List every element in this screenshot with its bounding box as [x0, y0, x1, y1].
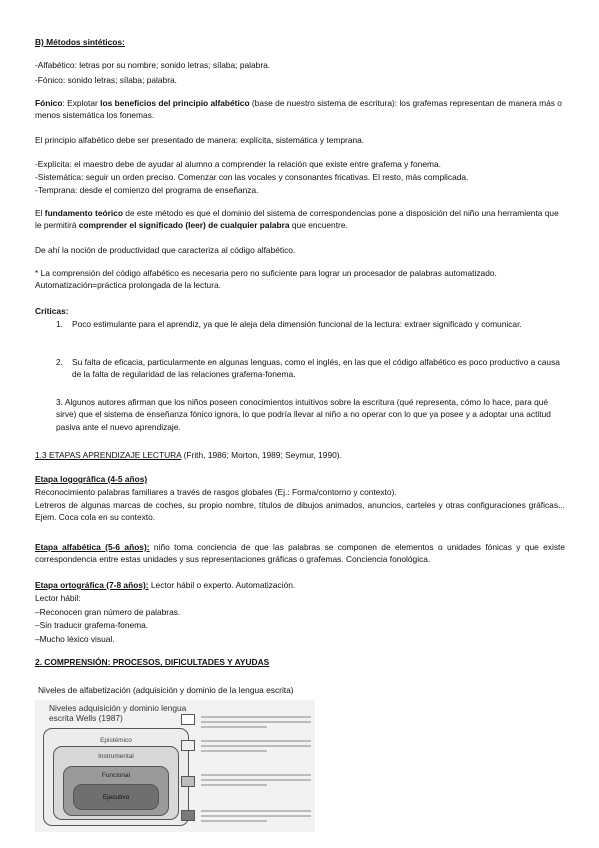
legend-swatch-4: [181, 810, 195, 821]
legend-text-line: [201, 750, 267, 752]
alfabetico-line: -Alfabético: letras por su nombre; sonido letras; sílaba; palabra.: [35, 60, 271, 70]
etapas-heading: 1.3 ETAPAS APRENDIZAJE LECTURA: [35, 450, 182, 460]
legend-swatch-1: [181, 714, 195, 725]
temprana-line: -Temprana: desde el comienzo del programa de enseñanza.: [35, 185, 259, 195]
legend-swatch-3: [181, 776, 195, 787]
fundamento-text-a: El: [35, 208, 45, 218]
legend-text-line: [201, 810, 311, 812]
ortografica-heading: Etapa ortográfica (7-8 años):: [35, 580, 149, 590]
alfabetica-text: niño toma conciencia de que las palabras se componen de elementos o unidades fónicas y que existe correspondencia entre estas unidades y sus representaciones gráficas o grafemas. Conciencia fonológica.: [35, 542, 566, 565]
level-label-epistemico: Epistémico: [100, 737, 132, 744]
sistematica-line: -Sistemática: seguir un orden preciso. Comenzar con las vocales y consonantes fricativas. El resto, más complicada.: [35, 172, 469, 182]
fundamento-paragraph: [35, 207, 565, 232]
critica-2-text: Su falta de eficacia, particularmente en algunas lenguas, como el inglés, en las que el código alfabético es poco productivo a causa de la falta de regularidad de las relaciones grafema-fonema.: [72, 357, 560, 380]
legend-text-line: [201, 740, 311, 742]
logografica-line-1: Reconocimiento palabras familiares a través de rasgos globales (Ej.: Forma/contorno y contexto).: [35, 487, 397, 497]
legend-text-line: [201, 716, 311, 718]
critica-3-paragraph: 3. Algunos autores afirman que los niños poseen conocimientos intuitivos sobre la escritura (qué representa, cómo lo hace, para qué sirve) que el sistema de enseñanza fónico ignora, lo que podría llevar al niño a no operar con lo que ya posee y a adoptar una actitud pasiva ante el nuevo aprendizaje.: [56, 397, 551, 432]
fonico-line: -Fónico: sonido letras; sílaba; palabra.: [35, 75, 177, 85]
level-ring-ejecutivo: [73, 784, 159, 810]
legend-text-line: [201, 745, 311, 747]
explicita-line: -Explícita: el maestro debe de ayudar al alumno a comprender la relación que existe entre grafema y fonema.: [35, 159, 441, 169]
metodos-sinteticos-heading: B) Métodos sintéticos:: [35, 37, 125, 47]
legend-text-2: [201, 738, 311, 755]
nested-levels-diagram: [43, 728, 189, 826]
level-label-ejecutivo: Ejecutivo: [102, 794, 130, 801]
logografica-line-2: Letreros de algunas marcas de coches, su propio nombre, títulos de dibujos animados, anuncios, carteles y otras configuraciones gráficas... Ejem. Coca cola en su contexto.: [35, 500, 565, 523]
ortografica-line: [35, 579, 565, 591]
legend-text-1: [201, 714, 311, 731]
fundamento-bold-2: comprender el significado (leer) de cualquier palabra: [78, 220, 290, 231]
legend-text-line: [201, 815, 311, 817]
alfabetica-heading: Etapa alfabética (5-6 años):: [35, 542, 150, 552]
critica-1-number: 1.: [56, 319, 63, 329]
legend-text-line: [201, 721, 311, 723]
legend-text-line: [201, 779, 311, 781]
critica-1-text: Poco estimulante para el aprendiz, ya que le aleja dela dimensión funcional de la lectura: extraer significado y comunicar.: [72, 319, 522, 329]
legend-text-line: [201, 726, 267, 728]
productividad-paragraph: De ahí la noción de productividad que caracteriza al código alfabético.: [35, 245, 296, 255]
etapas-reference: (Frith, 1986; Morton, 1989; Seymur, 1990).: [181, 450, 342, 460]
legend-text-4: [201, 808, 311, 825]
lector-item-1: –Reconocen gran número de palabras.: [35, 607, 181, 617]
legend-text-line: [201, 784, 267, 786]
comprension-heading: 2. COMPRENSIÓN: PROCESOS, DIFICULTADES Y AYUDAS: [35, 657, 270, 667]
fundamento-text-c: que encuentre.: [289, 220, 348, 231]
fundamento-text-b: de este método es que el dominio del sistema de correspondencias pone a disposición del niño una herramienta que le permitirá: [35, 208, 559, 231]
fonico-paragraph: [35, 97, 565, 122]
logografica-heading: Etapa logográfica (4-5 años): [35, 474, 148, 484]
niveles-caption: Niveles de alfabetización (adquisición y dominio de la lengua escrita): [38, 685, 294, 695]
ortografica-text: Lector hábil o experto. Automatización.: [148, 580, 296, 590]
lector-item-2: –Sin traducir grafema-fonema.: [35, 620, 149, 630]
figure-title: Niveles adquisición y dominio lengua escrita Wells (1987): [49, 703, 187, 723]
lector-habil-label: Lector hábil:: [35, 593, 81, 603]
criticas-heading: Críticas:: [35, 306, 69, 316]
fonico-label: Fónico: [35, 98, 63, 108]
legend-text-line: [201, 774, 311, 776]
level-label-instrumental: Instrumental: [98, 753, 134, 760]
fonico-text-a: : Explotar: [62, 98, 101, 108]
legend-text-line: [201, 820, 267, 822]
principio-paragraph: El principio alfabético debe ser presentado de manera: explícita, sistemática y temprana.: [35, 135, 365, 145]
level-label-funcional: Funcional: [101, 772, 131, 779]
alfabetica-paragraph: [35, 541, 565, 566]
legend-swatch-2: [181, 740, 195, 751]
fundamento-bold-1: fundamento teórico: [44, 208, 123, 218]
fonico-bold: los beneficios del principio alfabético: [100, 98, 250, 108]
lector-item-3: –Mucho léxico visual.: [35, 634, 115, 644]
fonico-text-b: (base de nuestro sistema de escritura): los grafemas representan de manera más o menos sistemática los fonemas.: [35, 98, 562, 121]
critica-2-number: 2.: [56, 357, 63, 367]
etapas-line: [35, 449, 565, 461]
legend-text-3: [201, 772, 311, 789]
comprension-note: * La comprensión del código alfabético es necesaria pero no suficiente para lograr un procesador de palabras automatizado. Automatización=práctica prolongada de la lectura.: [35, 268, 497, 291]
niveles-figure: [35, 700, 315, 832]
